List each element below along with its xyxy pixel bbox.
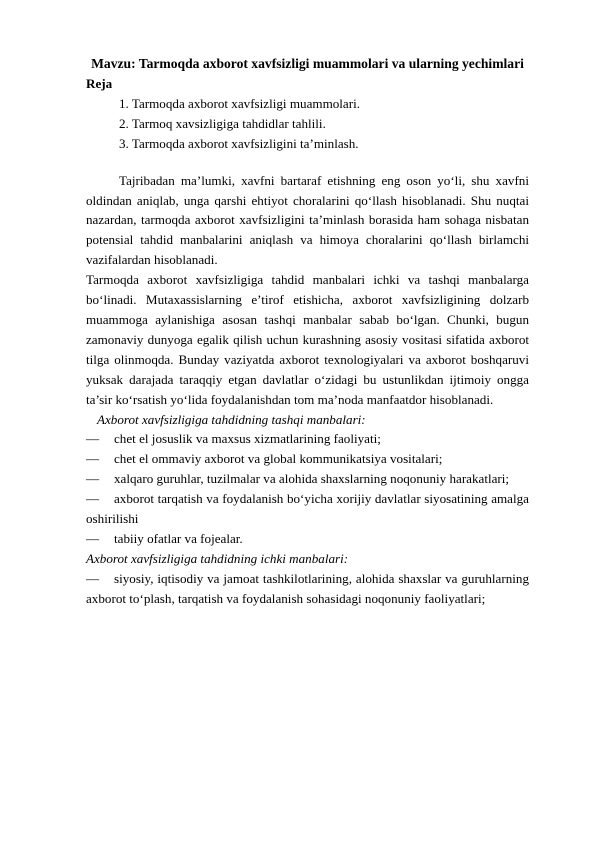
- dash-bullet: —: [86, 471, 100, 487]
- dash-bullet: —: [86, 530, 100, 546]
- internal-sources-heading: Axborot xavfsizligiga tahdidning ichki manbalari:: [86, 550, 349, 566]
- list-item-text: chet el josuslik va maxsus xizmatlarining faoliyati;: [114, 431, 381, 447]
- dash-bullet: —: [86, 570, 100, 586]
- plan-item: 2. Tarmoq xavsizligiga tahdidlar tahlili.: [119, 115, 326, 131]
- plan-heading: Reja: [86, 76, 113, 91]
- dash-bullet: —: [86, 491, 100, 507]
- spacer: [86, 154, 529, 171]
- list-item-text: xalqaro guruhlar, tuzilmalar va alohida shaxslarning noqonuniy harakatlari;: [114, 471, 510, 487]
- plan-list: [86, 94, 529, 154]
- document-title: Mavzu: Tarmoqda axborot xavfsizligi muammolari va ularning yechimlari: [91, 56, 524, 71]
- plan-item: 1. Tarmoqda axborot xavfsizligi muammolari.: [119, 95, 361, 111]
- list-item-text: siyosiy, iqtisodiy va jamoat tashkilotlarining, alohida shaxslar va guruhlarning axborot to‘plash, tarqatish va foydalanish sohasidagi noqonuniy faoliyatlari;: [86, 570, 529, 606]
- list-item: [86, 449, 529, 469]
- list-item: [86, 489, 529, 529]
- external-sources-heading: Axborot xavfsizligiga tahdidning tashqi manbalari:: [97, 411, 366, 427]
- list-item: [86, 429, 529, 449]
- list-item-text: chet el ommaviy axborot va global kommunikatsiya vositalari;: [114, 451, 443, 467]
- intro-paragraph: Tajribadan ma’lumki, xavfni bartaraf etishning eng oson yo‘li, shu xavfni oldindan aniqlab, unga qarshi ehtiyot choralarini qo‘llash hisoblanadi. Shu nuqtai nazardan, tarmoqda axborot xavfsizligini ta’minlash borasida ham sohaga nisbatan potensial tahdid manbalarini aniqlash va himoya choralarini qo‘llash birlamchi vazifalardan hisoblanadi.: [86, 172, 529, 268]
- threat-sources-paragraph: Tarmoqda axborot xavfsizligiga tahdid manbalari ichki va tashqi manbalarga bo‘linadi. Mutaxassislarning e’tirof etishicha, axborot xavfsizligining dolzarb muammoga aylanishiga asosan tashqi manbalar sabab bo‘lgan. Chunki, bugun zamonaviy dunyoga egalik qilish uchun kurashning asosiy vositasi sifatida axborot tilga olinmoqda. Bunday vaziyatda axborot texnologiyalari va axborot boshqaruvi yuksak darajada taraqqiy etgan davlatlar o‘zidagi bu ustunlikdan ijtimoiy ongga ta’sir ko‘rsatish yo‘lida foydalanishdan tom ma’noda manfaatdor hisoblanadi.: [86, 272, 529, 407]
- dash-bullet: —: [86, 451, 100, 467]
- list-item: [86, 469, 529, 489]
- plan-item: 3. Tarmoqda axborot xavfsizligini ta’minlash.: [119, 135, 359, 151]
- dash-bullet: —: [86, 431, 100, 447]
- list-item-text: tabiiy ofatlar va fojealar.: [114, 530, 243, 546]
- list-item-text: axborot tarqatish va foydalanish bo‘yicha xorijiy davlatlar siyosatining amalga oshirilishi: [86, 491, 529, 527]
- list-item: [86, 569, 529, 609]
- document-body: [86, 54, 529, 609]
- list-item: [86, 529, 529, 549]
